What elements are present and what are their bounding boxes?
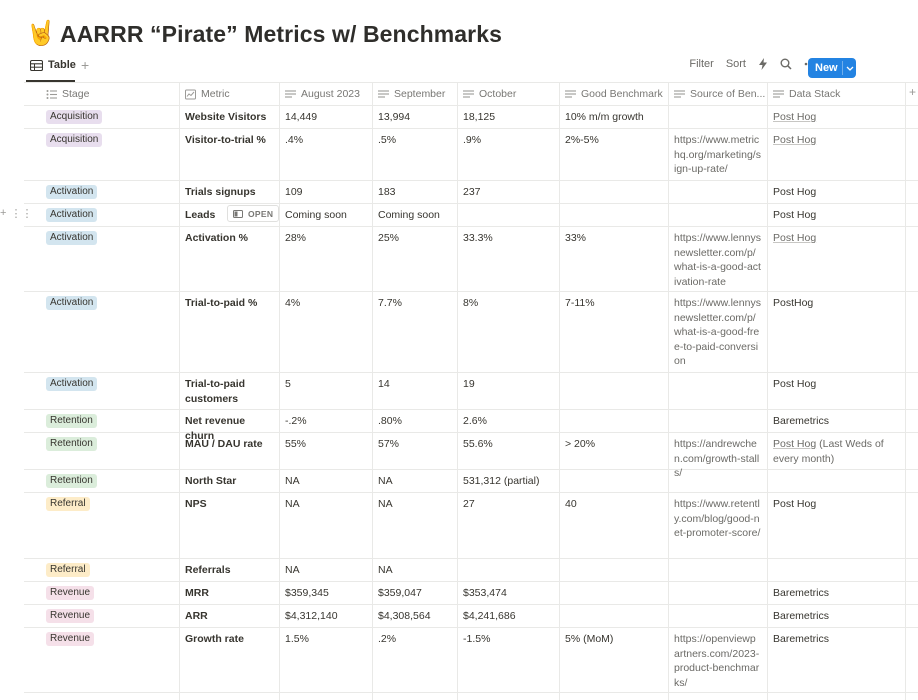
oct-cell[interactable]: $4,241,686 — [463, 610, 516, 622]
row-border — [24, 627, 918, 628]
data-stack-cell[interactable] — [767, 185, 905, 200]
list-property-icon — [46, 89, 57, 100]
metric-cell[interactable] — [179, 110, 279, 125]
table-icon — [30, 60, 43, 71]
stage-cell[interactable] — [40, 230, 179, 245]
column-header-benchmark[interactable] — [559, 82, 668, 106]
data-stack-value: Post Hog — [773, 378, 817, 390]
metric-name: Growth rate — [185, 633, 244, 645]
sep-cell[interactable]: $359,047 — [378, 587, 422, 599]
sep-cell[interactable]: $4,308,564 — [378, 610, 431, 622]
stage-cell[interactable] — [40, 473, 179, 488]
data-stack-cell[interactable] — [767, 632, 905, 647]
column-header-source[interactable] — [668, 82, 767, 106]
source-link[interactable]: https://www.metrichq.org/marketing/sign-up-rate/ — [674, 134, 761, 176]
source-link[interactable]: https://www.lennysnewsletter.com/p/what-is-a-good-free-to-paid-conversion — [674, 297, 761, 368]
oct-cell[interactable]: 2.6% — [463, 415, 487, 427]
toolbar — [677, 58, 816, 70]
metric-cell[interactable] — [179, 632, 279, 647]
metric-cell[interactable] — [179, 586, 279, 601]
bench-cell[interactable]: 33% — [565, 232, 587, 244]
stage-cell[interactable] — [40, 184, 179, 199]
page-emoji[interactable]: 🤘 — [26, 20, 56, 47]
tab-table[interactable] — [30, 59, 76, 71]
sep-cell[interactable]: 183 — [378, 186, 396, 198]
row-border — [24, 581, 918, 582]
data-stack-cell[interactable] — [767, 296, 905, 311]
column-header-aug[interactable] — [279, 82, 372, 106]
aug-cell[interactable]: 55% — [285, 438, 307, 450]
column-header-metric[interactable] — [179, 82, 279, 106]
row-border — [24, 291, 918, 292]
aug-cell[interactable]: 4% — [285, 297, 301, 309]
data-stack-value: Post Hog — [773, 134, 817, 146]
lightning-icon[interactable] — [758, 58, 768, 70]
column-header-label: October — [479, 88, 517, 100]
aug-cell[interactable]: NA — [285, 564, 300, 576]
aug-cell[interactable]: $4,312,140 — [285, 610, 338, 622]
text-property-icon — [565, 89, 576, 100]
metric-name: Website Visitors — [185, 111, 267, 123]
oct-cell[interactable]: 18,125 — [463, 111, 496, 123]
sep-cell[interactable]: 14 — [378, 378, 390, 390]
column-header-label: Good Benchmark — [581, 88, 663, 100]
data-stack-note: (Last Weds of every month) — [773, 438, 884, 465]
metric-name: Activation % — [185, 232, 249, 244]
filter-button[interactable]: Filter — [689, 58, 714, 70]
open-icon — [233, 210, 243, 218]
sep-cell[interactable]: NA — [378, 498, 393, 510]
metric-name: Trials signups — [185, 186, 256, 198]
data-stack-value: Baremetrics — [773, 610, 830, 622]
bench-cell[interactable]: 2%-5% — [565, 134, 599, 146]
stage-tag: Retention — [46, 437, 97, 451]
data-stack-value: Baremetrics — [773, 633, 830, 645]
row-drag-handle[interactable] — [0, 207, 36, 220]
row-border — [24, 409, 918, 410]
data-stack-cell[interactable] — [767, 208, 905, 223]
column-header-data-stack[interactable] — [767, 82, 905, 106]
stage-cell[interactable] — [40, 496, 179, 511]
column-header-label: Source of Ben... — [690, 88, 766, 100]
sep-cell[interactable]: .80% — [378, 415, 402, 427]
stage-tag: Referral — [46, 497, 90, 511]
new-button-label: New — [815, 62, 838, 74]
data-stack-value: Baremetrics — [773, 587, 830, 599]
sep-cell[interactable]: 25% — [378, 232, 400, 244]
stage-cell[interactable] — [40, 436, 179, 451]
metric-cell[interactable] — [179, 609, 279, 624]
stage-cell[interactable] — [40, 608, 179, 623]
data-stack-value: Post Hog — [773, 438, 817, 450]
row-border — [24, 604, 918, 605]
stage-tag: Activation — [46, 185, 97, 199]
stage-tag: Activation — [46, 208, 97, 222]
row-border — [24, 128, 918, 129]
aug-cell[interactable]: 1.5% — [285, 633, 309, 645]
stage-tag: Acquisition — [46, 110, 102, 124]
metric-name: Net revenue churn — [185, 415, 246, 442]
data-stack-cell[interactable] — [767, 133, 905, 148]
stage-cell[interactable] — [40, 109, 179, 124]
row-border — [24, 692, 918, 693]
bench-cell[interactable]: 7-11% — [565, 297, 595, 309]
chevron-down-icon[interactable] — [843, 63, 854, 73]
column-header-sep[interactable] — [372, 82, 457, 106]
row-border — [24, 469, 918, 470]
text-property-icon — [674, 89, 685, 100]
data-stack-cell[interactable] — [767, 437, 905, 466]
row-border — [24, 558, 918, 559]
data-stack-cell[interactable] — [767, 231, 905, 246]
sep-cell[interactable]: .5% — [378, 134, 397, 146]
data-stack-value: Baremetrics — [773, 415, 830, 427]
column-header-label: Stage — [62, 88, 90, 100]
sep-cell[interactable]: 13,994 — [378, 111, 411, 123]
data-stack-value: Post Hog — [773, 111, 817, 123]
data-stack-cell[interactable] — [767, 497, 905, 512]
data-stack-cell[interactable] — [767, 609, 905, 624]
column-header-label: August 2023 — [301, 88, 360, 100]
metric-name: Referrals — [185, 564, 231, 576]
oct-cell[interactable]: 8% — [463, 297, 479, 309]
oct-cell[interactable]: 55.6% — [463, 438, 493, 450]
stage-tag: Revenue — [46, 632, 94, 646]
page-title[interactable]: AARRR “Pirate” Metrics w/ Benchmarks — [60, 20, 503, 47]
column-header-label: Metric — [201, 88, 230, 100]
metric-name: Trial-to-paid % — [185, 297, 258, 309]
aug-cell[interactable]: Coming soon — [285, 209, 347, 221]
open-label: OPEN — [248, 208, 274, 219]
stage-cell[interactable] — [40, 132, 179, 147]
column-header-stage[interactable] — [40, 82, 179, 106]
stage-cell[interactable] — [40, 631, 179, 646]
page-title-row — [26, 18, 502, 50]
source-link[interactable]: https://www.lennysnewsletter.com/p/what-is-a-good-activation-rate — [674, 232, 761, 288]
stage-tag: Activation — [46, 231, 97, 245]
metric-cell[interactable] — [179, 437, 279, 452]
aug-cell[interactable]: $359,345 — [285, 587, 329, 599]
row-border — [24, 372, 918, 373]
stage-tag: Retention — [46, 414, 97, 428]
data-stack-value: PostHog — [773, 297, 814, 309]
open-row-button[interactable] — [227, 205, 279, 222]
text-property-icon — [378, 89, 389, 100]
column-header-label: Data Stack — [789, 88, 841, 100]
stage-cell[interactable] — [40, 562, 179, 577]
sep-cell[interactable]: .2% — [378, 633, 397, 645]
data-stack-cell[interactable] — [767, 414, 905, 429]
stage-tag: Referral — [46, 563, 90, 577]
metric-name: MRR — [185, 587, 209, 599]
data-stack-cell[interactable] — [767, 377, 905, 392]
aug-cell[interactable]: 5 — [285, 378, 291, 390]
aug-cell[interactable]: 109 — [285, 186, 303, 198]
sort-button[interactable]: Sort — [725, 58, 746, 70]
aug-cell[interactable]: NA — [285, 475, 300, 487]
text-property-icon — [285, 89, 296, 100]
metric-cell[interactable] — [179, 474, 279, 489]
search-icon[interactable] — [780, 58, 792, 70]
oct-cell[interactable]: 19 — [463, 378, 475, 390]
aug-cell[interactable]: 14,449 — [285, 111, 318, 123]
oct-cell[interactable]: 33.3% — [463, 232, 493, 244]
sep-cell[interactable]: NA — [378, 564, 393, 576]
text-property-icon — [773, 89, 784, 100]
aug-cell[interactable]: -.2% — [285, 415, 307, 427]
sep-cell[interactable]: 57% — [378, 438, 400, 450]
data-stack-value: Post Hog — [773, 209, 817, 221]
metric-name: Trial-to-paid customers — [185, 378, 246, 405]
metric-name: Leads — [185, 209, 216, 221]
stage-tag: Revenue — [46, 609, 94, 623]
bench-cell[interactable]: > 20% — [565, 438, 596, 450]
aug-cell[interactable]: .4% — [285, 134, 304, 146]
data-stack-value: Post Hog — [773, 232, 817, 244]
oct-cell[interactable]: .9% — [463, 134, 482, 146]
stage-cell[interactable] — [40, 376, 179, 391]
col-divider — [905, 82, 906, 700]
data-stack-value: Post Hog — [773, 186, 817, 198]
stage-tag: Revenue — [46, 586, 94, 600]
add-column-button[interactable]: + — [909, 85, 917, 99]
sep-cell[interactable]: NA — [378, 475, 393, 487]
metric-name: North Star — [185, 475, 237, 487]
bench-cell[interactable]: 40 — [565, 498, 577, 510]
new-button[interactable] — [808, 58, 856, 78]
metric-cell[interactable] — [179, 231, 279, 246]
stage-tag: Retention — [46, 474, 97, 488]
metric-cell[interactable] — [179, 296, 279, 311]
metric-name: ARR — [185, 610, 208, 622]
data-stack-cell[interactable] — [767, 586, 905, 601]
metric-cell[interactable] — [179, 377, 279, 406]
metric-cell[interactable] — [179, 497, 279, 512]
source-link[interactable]: https://andrewchen.com/growth-stalls/ — [674, 438, 760, 480]
oct-cell[interactable]: $353,474 — [463, 587, 507, 599]
aug-cell[interactable]: 28% — [285, 232, 307, 244]
stage-tag: Activation — [46, 377, 97, 391]
source-link[interactable]: https://www.retently.com/blog/good-net-promoter-score/ — [674, 498, 761, 540]
tab-table-label: Table — [48, 59, 76, 71]
metric-name: Visitor-to-trial % — [185, 134, 266, 146]
metric-cell[interactable] — [179, 133, 279, 148]
aug-cell[interactable]: NA — [285, 498, 300, 510]
stage-tag: Acquisition — [46, 133, 102, 147]
bench-cell[interactable]: 10% m/m growth — [565, 111, 644, 123]
column-header-oct[interactable] — [457, 82, 559, 106]
title-property-icon — [185, 89, 196, 100]
stage-cell[interactable] — [40, 295, 179, 310]
metric-name: MAU / DAU rate — [185, 438, 263, 450]
drag-handle-icon[interactable]: ⋮⋮ — [10, 208, 33, 220]
row-border — [24, 203, 918, 204]
oct-cell[interactable]: 27 — [463, 498, 475, 510]
source-link[interactable]: https://openviewpartners.com/2023-product-benchmarks/ — [674, 633, 760, 689]
stage-cell[interactable] — [40, 585, 179, 600]
metric-name: NPS — [185, 498, 207, 510]
oct-cell[interactable]: 531,312 (partial) — [463, 475, 540, 487]
oct-cell[interactable]: 237 — [463, 186, 481, 198]
metric-cell[interactable] — [179, 563, 279, 578]
text-property-icon — [463, 89, 474, 100]
bench-cell[interactable]: 5% (MoM) — [565, 633, 614, 645]
oct-cell[interactable]: -1.5% — [463, 633, 491, 645]
stage-tag: Activation — [46, 296, 97, 310]
plus-icon[interactable]: + — [0, 207, 7, 219]
stage-cell[interactable] — [40, 207, 179, 222]
row-border — [24, 432, 918, 433]
metric-cell[interactable] — [179, 185, 279, 200]
stage-cell[interactable] — [40, 413, 179, 428]
col-divider — [559, 82, 560, 700]
sep-cell[interactable]: 7.7% — [378, 297, 402, 309]
sep-cell[interactable]: Coming soon — [378, 209, 440, 221]
data-stack-value: Post Hog — [773, 498, 817, 510]
row-border — [24, 492, 918, 493]
row-border — [24, 226, 918, 227]
column-header-label: September — [394, 88, 446, 100]
row-border — [24, 180, 918, 181]
view-bar — [24, 56, 918, 82]
add-view-button[interactable]: + — [81, 57, 90, 73]
data-stack-cell[interactable] — [767, 110, 905, 125]
